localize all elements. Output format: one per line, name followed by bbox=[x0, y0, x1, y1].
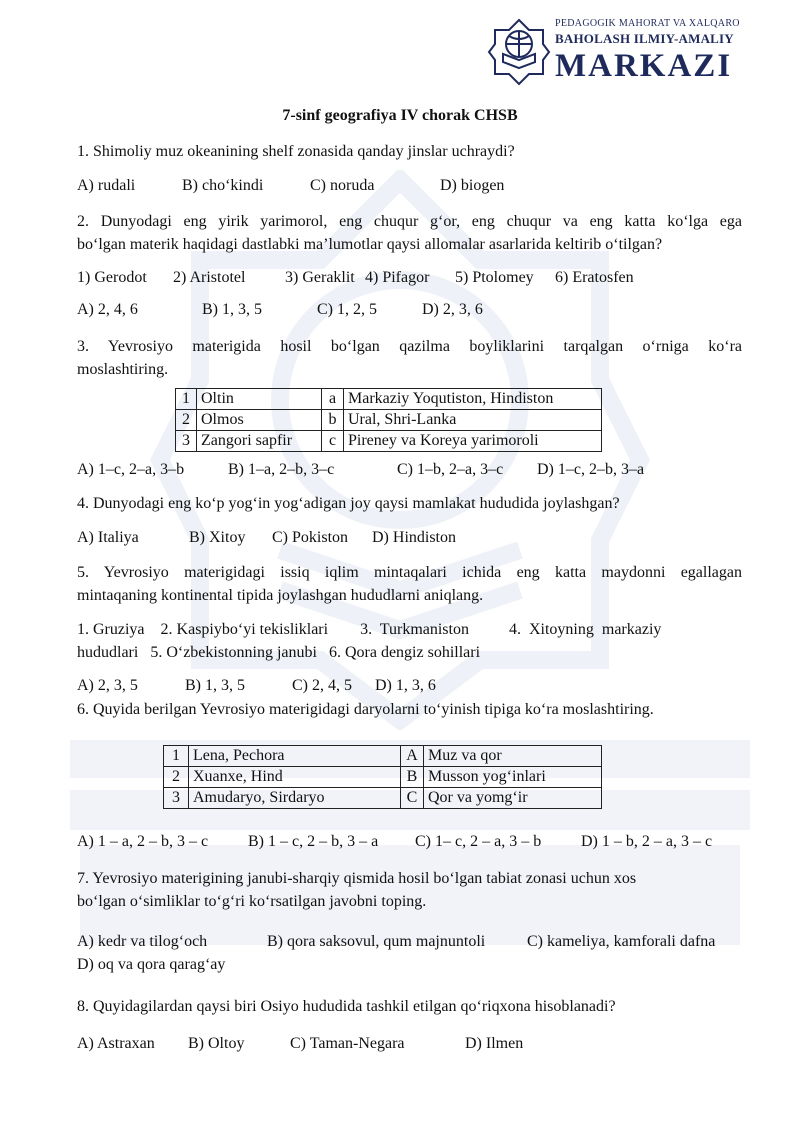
option[interactable]: C) Pokiston bbox=[272, 529, 349, 546]
question-2-line2: bo‘lgan materik haqidagi dastlabki ma’lumotlar qaysi allomalar asarlarida keltirib o‘tilgan? bbox=[77, 236, 663, 253]
q5-options bbox=[77, 676, 742, 696]
table-row bbox=[176, 410, 602, 431]
option[interactable]: D) 1, 3, 6 bbox=[375, 677, 436, 694]
cell: Xuanxe, Hind bbox=[189, 767, 401, 788]
table-row bbox=[164, 746, 602, 767]
cell: C bbox=[401, 788, 424, 809]
question-4: 4. Dunyodagi eng ko‘p yog‘in yog‘adigan joy qaysi mamlakat hududida joylashgan? bbox=[77, 495, 620, 512]
table-row bbox=[164, 767, 602, 788]
cell: Musson yog‘inlari bbox=[424, 767, 602, 788]
option[interactable]: B) 1, 3, 5 bbox=[185, 677, 245, 694]
cell: Zangori sapfir bbox=[197, 431, 322, 452]
option[interactable]: B) 1 – c, 2 – b, 3 – a bbox=[248, 833, 379, 850]
cell: 1 bbox=[176, 389, 197, 410]
option[interactable]: D) oq va qora qarag‘ay bbox=[77, 956, 226, 973]
option[interactable]: A) 1–c, 2–a, 3–b bbox=[77, 461, 185, 478]
list-item: 1) Gerodot bbox=[77, 269, 147, 286]
option[interactable]: A) 2, 4, 6 bbox=[77, 301, 138, 318]
option[interactable]: B) Xitoy bbox=[189, 529, 246, 546]
option[interactable]: D) 1–c, 2–b, 3–a bbox=[537, 461, 645, 478]
question-7-line2: bo‘lgan o‘simliklar to‘g‘ri ko‘rsatilgan javobni toping. bbox=[77, 893, 427, 910]
q3-options bbox=[77, 460, 742, 480]
question-5-line1: 5. Yevrosiyo materigidagi issiq iqlim mintaqalari ichida eng katta maydonni egallagan bbox=[77, 564, 742, 581]
q8-options bbox=[77, 1034, 742, 1054]
cell: 3 bbox=[164, 788, 189, 809]
question-7-line1: 7. Yevrosiyo materigining janubi-sharqiy qismida hosil bo‘lgan tabiat zonasi uchun xos bbox=[77, 870, 637, 887]
option[interactable]: A) Italiya bbox=[77, 529, 139, 546]
option[interactable]: C) 1– c, 2 – a, 3 – b bbox=[415, 833, 542, 850]
cell: B bbox=[401, 767, 424, 788]
cell: 2 bbox=[164, 767, 189, 788]
cell: Markaziy Yoqutiston, Hindiston bbox=[344, 389, 602, 410]
option[interactable]: D) Ilmen bbox=[465, 1035, 524, 1052]
table-row bbox=[176, 389, 602, 410]
option[interactable]: D) biogen bbox=[440, 177, 505, 194]
option[interactable]: B) 1, 3, 5 bbox=[202, 301, 262, 318]
q4-options bbox=[77, 528, 742, 548]
option[interactable]: C) 2, 4, 5 bbox=[292, 677, 352, 694]
option[interactable]: D) 2, 3, 6 bbox=[422, 301, 483, 318]
cell: b bbox=[322, 410, 344, 431]
q5-list-line2: hududlari 5. O‘zbekistonning janubi 6. Qora dengiz sohillari bbox=[77, 644, 481, 661]
cell: Ural, Shri-Lanka bbox=[344, 410, 602, 431]
table-row bbox=[164, 788, 602, 809]
q6-table bbox=[163, 745, 602, 809]
cell: Qor va yomg‘ir bbox=[424, 788, 602, 809]
question-3-line2: moslashtiring. bbox=[77, 361, 169, 378]
option[interactable]: A) Astraxan bbox=[77, 1035, 155, 1052]
option[interactable]: A) 1 – a, 2 – b, 3 – c bbox=[77, 833, 209, 850]
option[interactable]: D) 1 – b, 2 – a, 3 – c bbox=[581, 833, 713, 850]
question-8: 8. Quyidagilardan qaysi biri Osiyo hududida tashkil etilgan qo‘riqxona hisoblanadi? bbox=[77, 998, 616, 1015]
list-item: 5) Ptolomey bbox=[455, 269, 534, 286]
q2-list bbox=[77, 268, 742, 288]
list-item: 4) Pifagor bbox=[365, 269, 430, 286]
cell: Muz va qor bbox=[424, 746, 602, 767]
logo bbox=[487, 18, 747, 88]
logo-line2: BAHOLASH ILMIY-AMALIY bbox=[555, 31, 734, 46]
cell: a bbox=[322, 389, 344, 410]
option[interactable]: C) Taman-Negara bbox=[290, 1035, 405, 1052]
list-item: 3) Geraklit bbox=[285, 269, 355, 286]
q6-options bbox=[77, 832, 742, 852]
option[interactable]: A) 2, 3, 5 bbox=[77, 677, 138, 694]
cell: Oltin bbox=[197, 389, 322, 410]
question-1: 1. Shimoliy muz okeanining shelf zonasida qanday jinslar uchraydi? bbox=[77, 143, 515, 160]
cell: 1 bbox=[164, 746, 189, 767]
option[interactable]: A) kedr va tilog‘och bbox=[77, 933, 208, 950]
cell: c bbox=[322, 431, 344, 452]
option[interactable]: D) Hindiston bbox=[372, 529, 456, 546]
table-row bbox=[176, 431, 602, 452]
list-item: 2) Aristotel bbox=[173, 269, 246, 286]
q7-options-line2 bbox=[77, 955, 742, 975]
cell: Olmos bbox=[197, 410, 322, 431]
q7-options-line1 bbox=[77, 932, 742, 952]
cell: 3 bbox=[176, 431, 197, 452]
cell: 2 bbox=[176, 410, 197, 431]
cell: Lena, Pechora bbox=[189, 746, 401, 767]
option[interactable]: C) 1–b, 2–a, 3–c bbox=[397, 461, 504, 478]
option[interactable]: C) noruda bbox=[310, 177, 375, 194]
option[interactable]: C) 1, 2, 5 bbox=[317, 301, 377, 318]
question-2-line1: 2. Dunyodagi eng yirik yarimorol, eng chuqur g‘or, eng chuqur va eng katta ko‘lga ega bbox=[77, 213, 742, 230]
option[interactable]: B) 1–a, 2–b, 3–c bbox=[228, 461, 335, 478]
q3-table bbox=[175, 388, 602, 452]
q1-options bbox=[77, 176, 742, 196]
question-6: 6. Quyida berilgan Yevrosiyo materigidagi daryolarni to‘yinish tipiga ko‘ra moslashtiring. bbox=[77, 701, 654, 718]
question-3-line1: 3. Yevrosiyo materigida hosil bo‘lgan qazilma boyliklarini tarqalgan o‘rniga ko‘ra bbox=[77, 338, 742, 355]
list-item: 6) Eratosfen bbox=[555, 269, 634, 286]
cell: Pireney va Koreya yarimoroli bbox=[344, 431, 602, 452]
option[interactable]: A) rudali bbox=[77, 177, 136, 194]
q5-list-line1: 1. Gruziya 2. Kaspiybo‘yi tekisliklari 3. Turkmaniston 4. Xitoyning markaziy bbox=[77, 621, 662, 638]
cell: A bbox=[401, 746, 424, 767]
option[interactable]: B) cho‘kindi bbox=[182, 177, 264, 194]
cell: Amudaryo, Sirdaryo bbox=[189, 788, 401, 809]
option[interactable]: B) Oltoy bbox=[188, 1035, 245, 1052]
logo-emblem-icon bbox=[487, 18, 551, 86]
logo-line3: MARKAZI bbox=[555, 48, 733, 84]
question-5-line2: mintaqaning kontinental tipida joylashgan hududlarni aniqlang. bbox=[77, 587, 484, 604]
q2-options bbox=[77, 300, 742, 320]
option[interactable]: C) kameliya, kamforali dafna bbox=[527, 933, 716, 950]
logo-line1: PEDAGOGIK MAHORAT VA XALQARO bbox=[555, 18, 740, 29]
page-title: 7-sinf geografiya IV chorak CHSB bbox=[282, 107, 518, 124]
option[interactable]: B) qora saksovul, qum majnuntoli bbox=[267, 933, 486, 950]
